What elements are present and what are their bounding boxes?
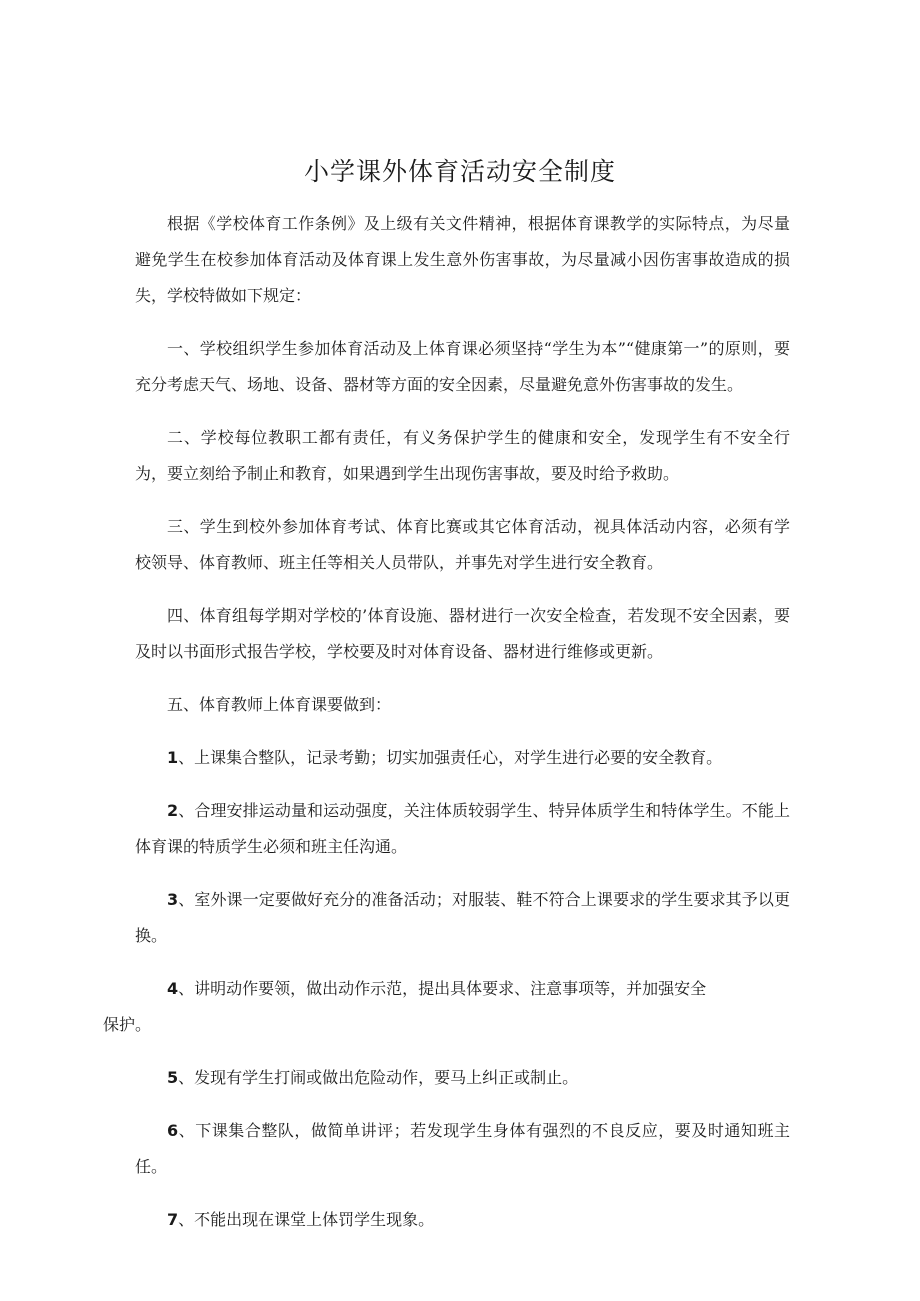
list-item-2	[135, 793, 790, 865]
list-item-text: 、讲明动作要领，做出动作示范，提出具体要求、注意事项等，并加强安全	[178, 979, 707, 998]
list-item-3	[135, 882, 790, 954]
document-title: 小学课外体育活动安全制度	[303, 157, 616, 186]
list-item-text: 、室外课一定要做好充分的准备活动；对服装、鞋不符合上课要求的学生要求其予以更换。	[135, 890, 790, 945]
list-item-number: 6	[167, 1121, 179, 1140]
list-item-number: 1	[167, 748, 179, 767]
list-item-text: 、不能出现在课堂上体罚学生现象。	[178, 1210, 435, 1229]
intro-paragraph: 根据《学校体育工作条例》及上级有关文件精神，根据体育课教学的实际特点，为尽量避免学生在校参加体育活动及体育课上发生意外伤害事故，为尽量减小因伤害事故造成的损失，学校特做如下规定：	[135, 214, 790, 305]
list-item-text: 、合理安排运动量和运动强度，关注体质较弱学生、特异体质学生和特体学生。不能上体育课的特质学生必须和班主任沟通。	[135, 801, 790, 856]
list-item-4	[103, 971, 790, 1043]
document-body	[103, 206, 790, 1255]
list-item-number: 2	[167, 801, 179, 820]
rule-4-paragraph: 四、体育组每学期对学校的’体育设施、器材进行一次安全检查，若发现不安全因素，要及时以书面形式报告学校，学校要及时对体育设备、器材进行维修或更新。	[135, 606, 790, 661]
list-item-number: 5	[167, 1068, 179, 1087]
list-item-text-continued: 保护。	[103, 1015, 152, 1034]
list-item-number: 3	[167, 890, 179, 909]
rule-5-paragraph: 五、体育教师上体育课要做到：	[167, 695, 392, 714]
list-item-text: 、上课集合整队，记录考勤；切实加强责任心，对学生进行必要的安全教育。	[178, 748, 723, 767]
list-item-1	[135, 740, 790, 776]
list-item-7	[135, 1202, 790, 1238]
list-item-number: 4	[167, 979, 179, 998]
rule-1-paragraph: 一、学校组织学生参加体育活动及上体育课必须坚持“学生为本”“健康第一”的原则，要充分考虑天气、场地、设备、器材等方面的安全因素，尽量避免意外伤害事故的发生。	[135, 339, 790, 394]
list-item-number: 7	[167, 1210, 179, 1229]
list-item-text: 、发现有学生打闹或做出危险动作，要马上纠正或制止。	[178, 1068, 579, 1087]
list-item-5	[135, 1060, 790, 1096]
list-item-6	[135, 1113, 790, 1185]
rule-3-paragraph: 三、学生到校外参加体育考试、体育比赛或其它体育活动，视具体活动内容，必须有学校领导、体育教师、班主任等相关人员带队，并事先对学生进行安全教育。	[135, 517, 790, 572]
list-item-text: 、下课集合整队，做简单讲评；若发现学生身体有强烈的不良反应，要及时通知班主任。	[135, 1121, 790, 1176]
rule-2-paragraph: 二、学校每位教职工都有责任，有义务保护学生的健康和安全，发现学生有不安全行为，要立刻给予制止和教育，如果遇到学生出现伤害事故，要及时给予救助。	[135, 428, 790, 483]
